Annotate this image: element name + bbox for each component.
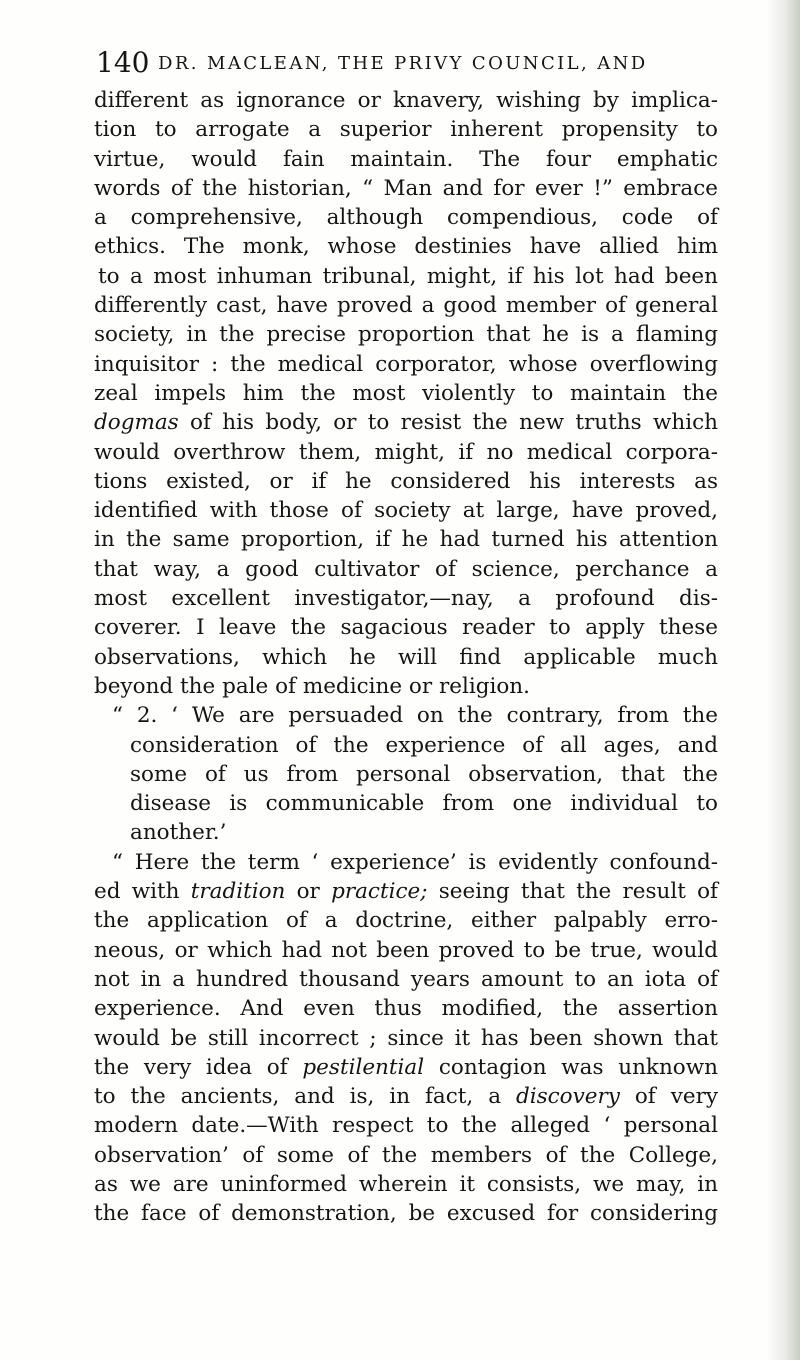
italic-dogmas: dogmas [94,410,179,436]
text-line: as we are uninformed wherein it consists, we may, in [94,1171,718,1197]
text-line: modern date.—With respect to the alleged ‘ personal [94,1113,718,1139]
line-fragment: the very idea of [94,1054,303,1080]
line-fragment: of his body, or to resist the new truths which [178,410,718,436]
text-line-with-italic [94,1053,718,1082]
running-head: DR. MACLEAN, THE PRIVY COUNCIL, AND [158,53,648,74]
italic-tradition: tradition [190,879,286,905]
text-line: in the same proportion, if he had turned his attention [94,527,718,553]
quote-line: consideration of the experience of all ages, and [130,732,718,758]
page-header [96,46,726,80]
text-line: the application of a doctrine, either palpably erro- [94,908,718,934]
body-text [94,86,718,1229]
line-fragment: of very [619,1084,718,1110]
italic-pestilential: pestilential [302,1054,425,1080]
text-line: would be still incorrect ; since it has been shown that [94,1025,718,1051]
text-line-with-italic [94,1082,718,1111]
line-fragment: or [285,879,332,905]
quote-line: “ 2. ‘ We are persuaded on the contrary, from the [112,703,718,729]
page-edge-shadow [766,0,800,1360]
text-line: observation’ of some of the members of the College, [94,1142,718,1168]
text-line: observations, which he will find applicable much [94,644,718,670]
quote-line: another.’ [130,820,227,846]
text-line-with-italic [94,877,718,906]
text-line: tion to arrogate a superior inherent propensity to [94,117,718,143]
text-line: society, in the precise proportion that he is a flaming [94,322,718,348]
text-line: identified with those of society at large, have proved, [94,498,718,524]
text-line: words of the historian, “ Man and for ever !” embrace [94,175,718,201]
text-line: coverer. I leave the sagacious reader to apply these [94,615,718,641]
text-line: experience. And even thus modified, the assertion [94,996,718,1022]
line-fragment: ed with [94,879,191,905]
line-fragment: to the ancients, and is, in fact, a [94,1084,516,1110]
text-line: neous, or which had not been proved to be true, would [94,937,718,963]
text-line: would overthrow them, might, if no medical corpora- [94,439,718,465]
line-fragment: contagion was unknown [424,1054,718,1080]
text-line: ethics. The monk, whose destinies have allied him [94,234,718,260]
text-line: most excellent investigator,—nay, a profound dis- [94,586,718,612]
text-line: not in a hundred thousand years amount to an iota of [94,966,718,992]
italic-practice: practice; [331,879,428,905]
quote-line: disease is communicable from one individual to [130,791,718,817]
text-line-with-italic [94,408,718,437]
text-line: beyond the pale of medicine or religion. [94,673,530,699]
text-line: that way, a good cultivator of science, perchance a [94,556,718,582]
text-line: the face of demonstration, be excused for considering [94,1201,718,1227]
page-number: 140 [96,46,150,79]
text-line: “ Here the term ‘ experience’ is evidently confound- [112,849,718,875]
text-line: a comprehensive, although compendious, code of [94,205,718,231]
text-line: differently cast, have proved a good member of general [94,293,718,319]
text-line: zeal impels him the most violently to maintain the [94,380,718,406]
text-line: different as ignorance or knavery, wishing by implica- [94,88,718,113]
quote-line: some of us from personal observation, that the [130,761,718,787]
text-line: to a most inhuman tribunal, might, if his lot had been [98,263,718,289]
italic-discovery: discovery [515,1084,620,1110]
text-line: inquisitor : the medical corporator, whose overflowing [94,351,718,377]
text-line: tions existed, or if he considered his interests as [94,468,718,494]
text-line: virtue, would fain maintain. The four emphatic [94,146,718,172]
line-fragment: seeing that the result of [427,879,719,905]
